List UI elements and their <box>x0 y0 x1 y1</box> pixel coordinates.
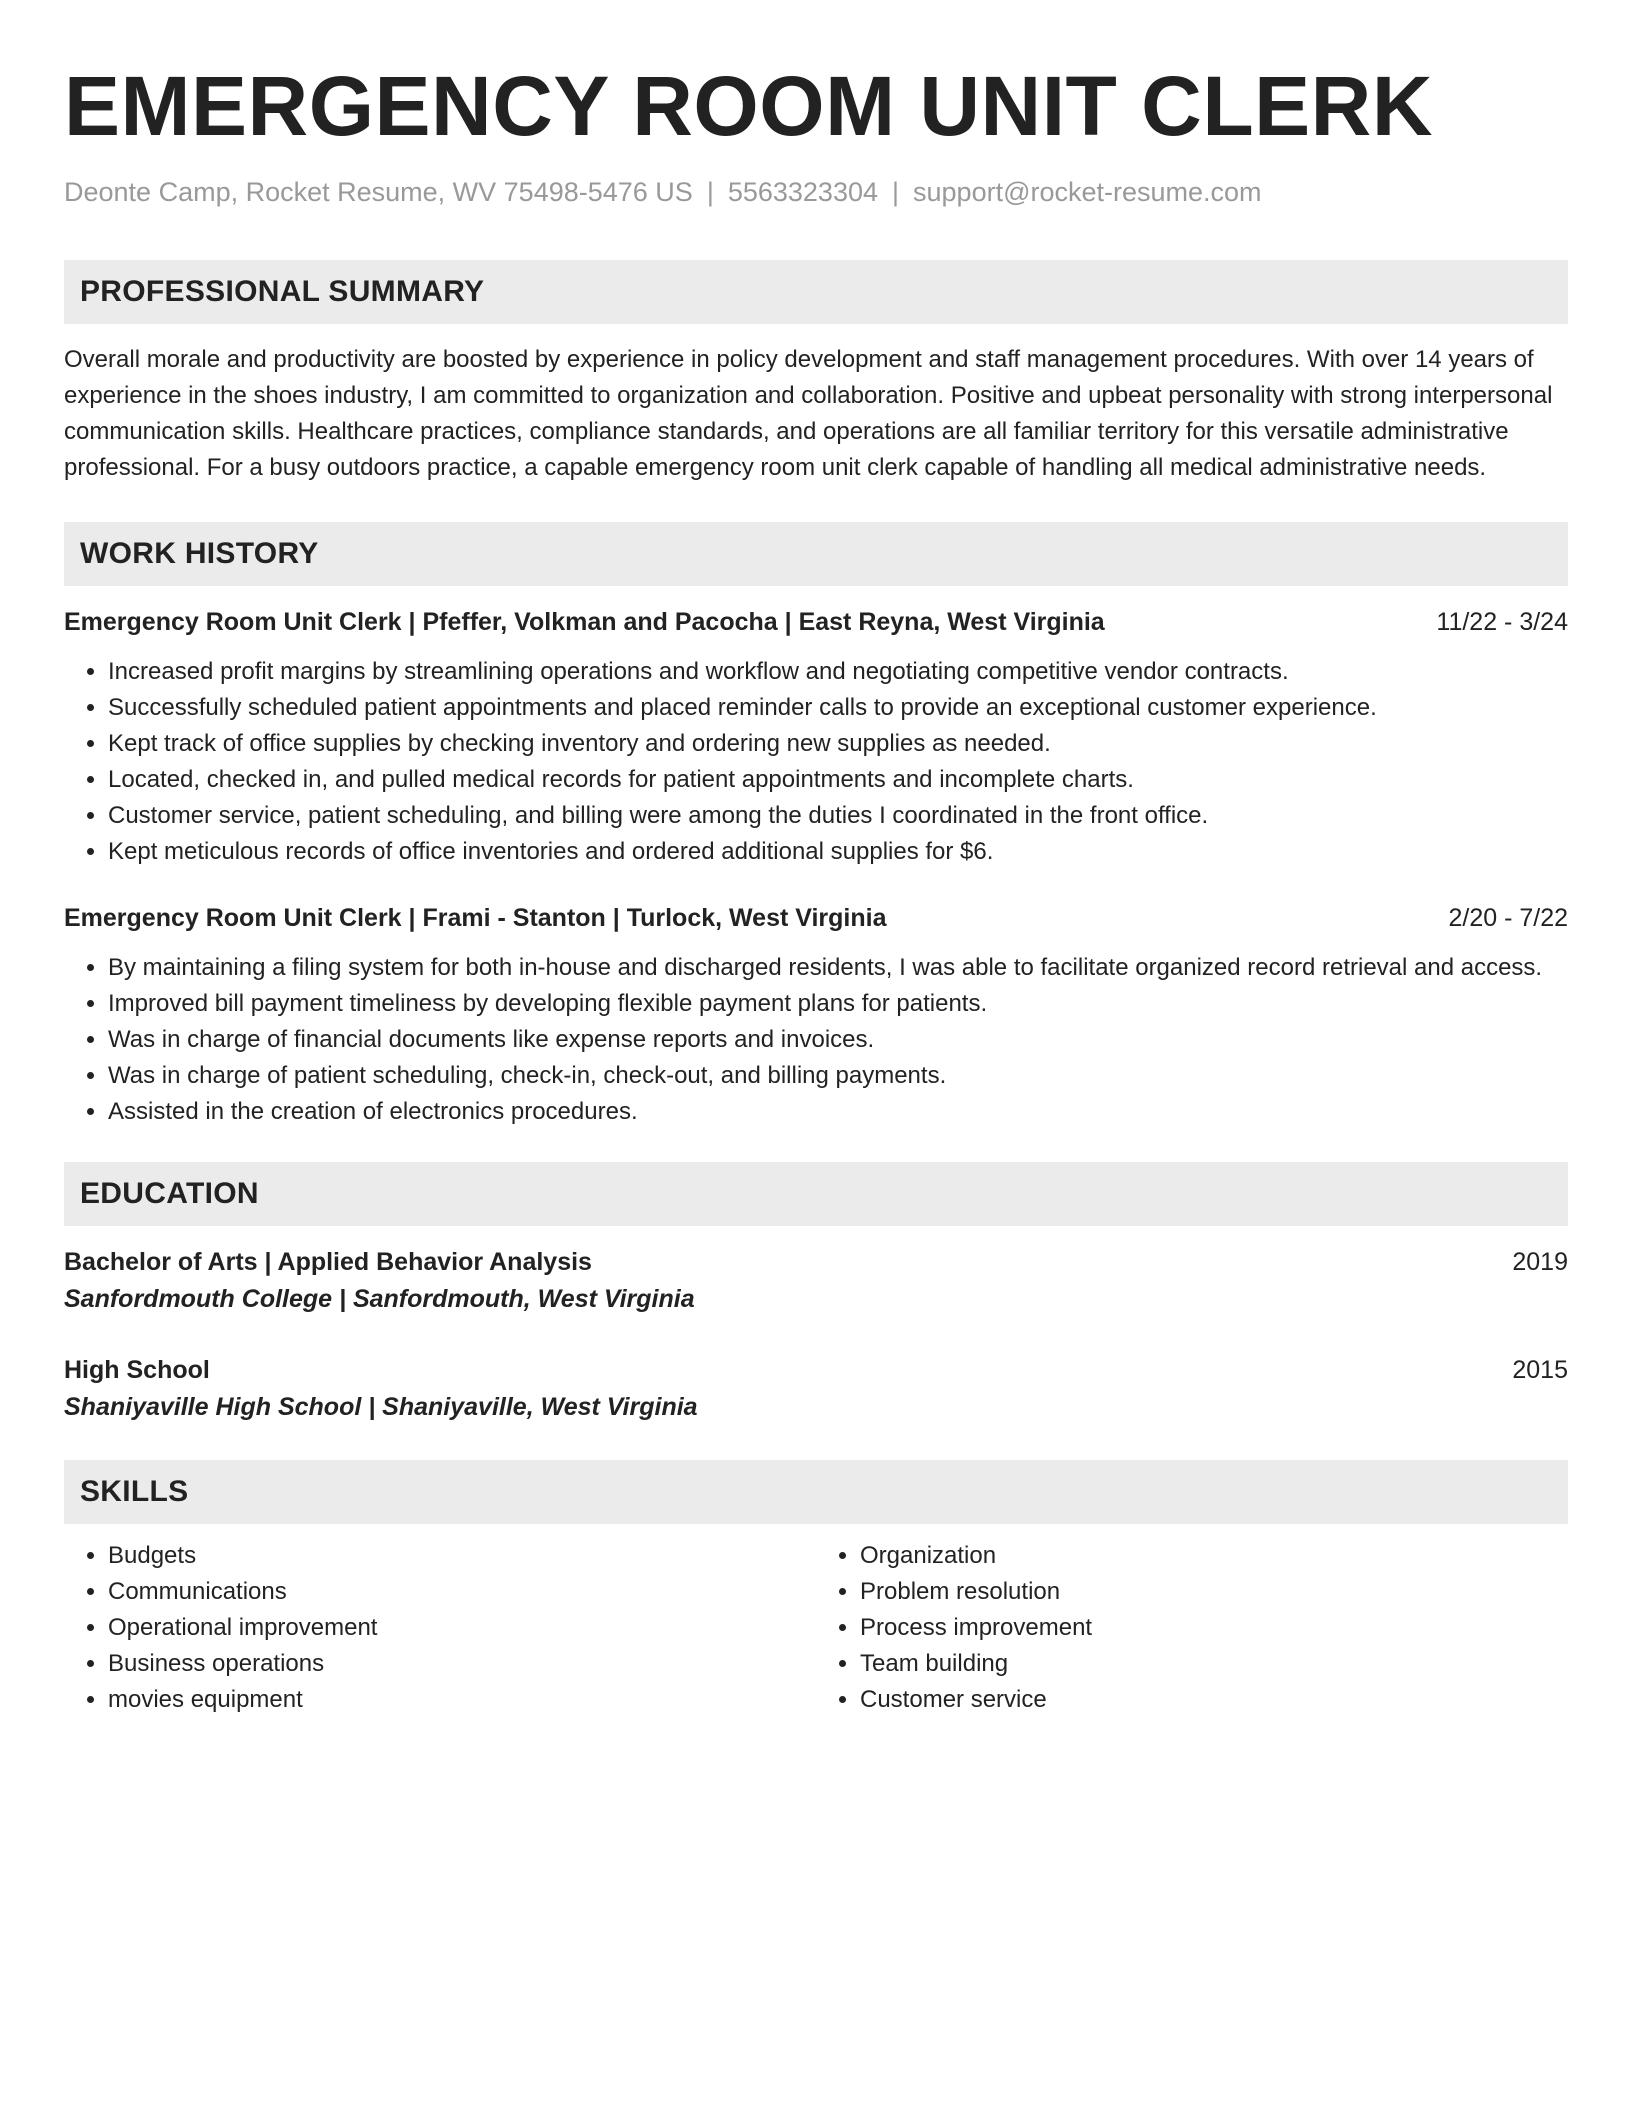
job-title: Emergency Room Unit Clerk | Pfeffer, Volkman and Pacocha | East Reyna, West Virginia <box>64 608 1105 636</box>
section-heading-skills: SKILLS <box>64 1460 1568 1524</box>
job-entry <box>64 604 1568 870</box>
education-year: 2015 <box>1512 1356 1568 1384</box>
job-duty: • Assisted in the creation of electronics procedures. <box>108 1094 1568 1130</box>
job-duty: • Increased profit margins by streamlining operations and workflow and negotiating competitive vendor contracts. <box>108 654 1568 690</box>
job-duty: • Was in charge of financial documents like expense reports and invoices. <box>108 1022 1568 1058</box>
skills-grid <box>64 1538 1568 1718</box>
job-duty: • Located, checked in, and pulled medical records for patient appointments and incomplete charts. <box>108 762 1568 798</box>
job-header <box>64 900 1568 936</box>
contact-phone: 5563323304 <box>727 177 878 207</box>
job-duty: • Successfully scheduled patient appointments and placed reminder calls to provide an exceptional customer experience. <box>108 690 1568 726</box>
education-entry <box>64 1352 1568 1426</box>
education-degree: High School <box>64 1356 210 1384</box>
skill-item: • Problem resolution <box>860 1574 1568 1610</box>
resume-title: EMERGENCY ROOM UNIT CLERK <box>64 59 1434 153</box>
job-duty: • Kept meticulous records of office inventories and ordered additional supplies for $6. <box>108 834 1568 870</box>
skill-item: • Budgets <box>108 1538 816 1574</box>
education-header <box>64 1244 1568 1280</box>
job-duty: • Improved bill payment timeliness by developing flexible payment plans for patients. <box>108 986 1568 1022</box>
contact-info <box>64 174 1568 210</box>
skill-item: • Organization <box>860 1538 1568 1574</box>
section-heading-work-history: WORK HISTORY <box>64 522 1568 586</box>
job-dates: 2/20 - 7/22 <box>1448 904 1568 932</box>
job-title: Emergency Room Unit Clerk | Frami - Stanton | Turlock, West Virginia <box>64 904 887 932</box>
contact-separator: | <box>706 177 714 207</box>
section-heading-education: EDUCATION <box>64 1162 1568 1226</box>
skill-item: • Team building <box>860 1646 1568 1682</box>
skill-item: • Communications <box>108 1574 816 1610</box>
contact-separator: | <box>892 177 900 207</box>
section-heading-summary: PROFESSIONAL SUMMARY <box>64 260 1568 324</box>
education-header <box>64 1352 1568 1388</box>
job-header <box>64 604 1568 640</box>
job-duties-list <box>64 950 1568 1130</box>
skill-item: • Business operations <box>108 1646 816 1682</box>
job-duty: • Was in charge of patient scheduling, check-in, check-out, and billing payments. <box>108 1058 1568 1094</box>
skills-list <box>64 1538 816 1718</box>
skills-list <box>816 1538 1568 1718</box>
job-entry <box>64 900 1568 1130</box>
skill-item: • Process improvement <box>860 1610 1568 1646</box>
skill-item: • movies equipment <box>108 1682 816 1718</box>
skill-item: • Operational improvement <box>108 1610 816 1646</box>
education-school: Sanfordmouth College | Sanfordmouth, West Virginia <box>64 1285 695 1313</box>
skills-column-right <box>816 1538 1568 1718</box>
skill-item: • Customer service <box>860 1682 1568 1718</box>
education-school: Shaniyaville High School | Shaniyaville, West Virginia <box>64 1393 698 1421</box>
education-degree: Bachelor of Arts | Applied Behavior Analysis <box>64 1248 592 1276</box>
job-duty: • By maintaining a filing system for both in-house and discharged residents, I was able to facilitate organized record retrieval and access. <box>108 950 1568 986</box>
job-duty: • Kept track of office supplies by checking inventory and ordering new supplies as needed. <box>108 726 1568 762</box>
skills-column-left <box>64 1538 816 1718</box>
job-dates: 11/22 - 3/24 <box>1436 608 1568 636</box>
job-duties-list <box>64 654 1568 870</box>
summary-text: Overall morale and productivity are boosted by experience in policy development and staff management procedures. With over 14 years of experience in the shoes industry, I am committed to organization and collaboration. Positive and upbeat personality with strong interpersonal communication skills. Healthcare practices, compliance standards, and operations are all familiar territory for this versatile administrative professional. For a busy outdoors practice, a capable emergency room unit clerk capable of handling all medical administrative needs. <box>64 346 1553 481</box>
contact-address: Deonte Camp, Rocket Resume, WV 75498-5476 US <box>64 177 693 207</box>
education-entry <box>64 1244 1568 1318</box>
contact-email: support@rocket-resume.com <box>913 177 1262 207</box>
education-year: 2019 <box>1512 1248 1568 1276</box>
job-duty: • Customer service, patient scheduling, and billing were among the duties I coordinated in the front office. <box>108 798 1568 834</box>
